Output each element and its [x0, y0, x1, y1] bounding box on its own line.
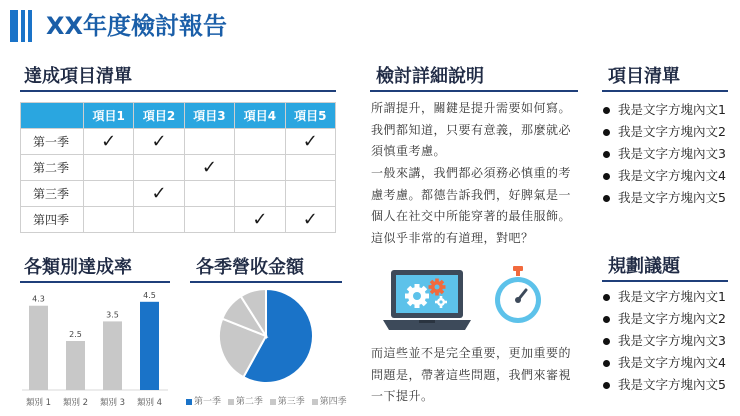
check-cell: ✓	[235, 207, 285, 233]
check-cell	[134, 207, 184, 233]
check-cell	[184, 129, 234, 155]
check-cell: ✓	[84, 129, 134, 155]
check-cell	[134, 155, 184, 181]
check-cell: ✓	[184, 155, 234, 181]
legend-swatch	[270, 399, 276, 405]
page-title: XX年度檢討報告	[46, 12, 228, 40]
check-cell: ✓	[285, 207, 335, 233]
list-item: 我是文字方塊內文2	[600, 121, 726, 143]
planning-list	[600, 286, 726, 396]
item-list	[600, 99, 726, 209]
list-item: 我是文字方塊內文1	[600, 286, 726, 308]
pie-legend	[182, 394, 347, 407]
check-cell: ✓	[134, 181, 184, 207]
check-cell	[285, 181, 335, 207]
quarterly-revenue-title: 各季營收金額	[196, 257, 304, 278]
bar-value-label: 3.5	[106, 310, 119, 320]
list-item: 我是文字方塊內文3	[600, 143, 726, 165]
planning-underline	[602, 280, 728, 282]
planning-title: 規劃議題	[608, 256, 680, 277]
item-list-underline	[602, 90, 728, 92]
bar-value-label: 4.3	[32, 294, 45, 304]
check-cell	[235, 129, 285, 155]
check-cell	[184, 181, 234, 207]
table-header-cell: 項目2	[134, 103, 184, 129]
list-item: 我是文字方塊內文2	[600, 308, 726, 330]
list-item: 我是文字方塊內文5	[600, 374, 726, 396]
legend-label: 第四季	[319, 397, 347, 407]
legend-label: 第二季	[235, 397, 263, 407]
check-cell	[84, 207, 134, 233]
stopwatch-icon	[493, 266, 543, 326]
bar	[103, 321, 122, 390]
table-header-cell: 項目1	[84, 103, 134, 129]
table-header-cell: 項目4	[235, 103, 285, 129]
row-label: 第四季	[21, 207, 84, 233]
list-item: 我是文字方塊內文4	[600, 352, 726, 374]
table-header-corner	[21, 103, 84, 129]
table-row	[21, 181, 336, 207]
check-cell	[84, 155, 134, 181]
achievement-list-underline	[20, 90, 336, 92]
bar	[140, 302, 159, 390]
list-item: 我是文字方塊內文1	[600, 99, 726, 121]
review-detail-underline	[370, 90, 578, 92]
bar-value-label: 4.5	[143, 290, 156, 300]
review-detail-title: 檢討詳細說明	[376, 66, 484, 87]
legend-label: 第三季	[277, 397, 305, 407]
table-header-cell: 項目5	[285, 103, 335, 129]
x-tick-label: 類別 3	[99, 398, 126, 408]
check-cell	[84, 181, 134, 207]
list-item: 我是文字方塊內文4	[600, 165, 726, 187]
achievement-table	[20, 102, 336, 233]
list-item: 我是文字方塊內文5	[600, 187, 726, 209]
x-tick-label: 類別 2	[62, 398, 89, 408]
check-cell	[235, 155, 285, 181]
check-cell	[235, 181, 285, 207]
row-label: 第三季	[21, 181, 84, 207]
row-label: 第一季	[21, 129, 84, 155]
review-paragraph-3: 而這些並不是完全重要，更加重要的問題是，帶著這些問題，我們來審視一下提升。	[371, 346, 572, 403]
table-row	[21, 129, 336, 155]
table-header-row	[21, 103, 336, 129]
check-cell: ✓	[134, 129, 184, 155]
bar	[29, 306, 48, 390]
row-label: 第二季	[21, 155, 84, 181]
title-accent-bars	[10, 10, 40, 42]
legend-swatch	[312, 399, 318, 405]
category-rate-title: 各類別達成率	[24, 257, 132, 278]
table-row	[21, 155, 336, 181]
check-cell: ✓	[285, 129, 335, 155]
check-cell	[184, 207, 234, 233]
bar-value-label: 2.5	[69, 330, 82, 339]
list-item: 我是文字方塊內文3	[600, 330, 726, 352]
legend-swatch	[228, 399, 234, 405]
laptop-gears-icon	[383, 268, 471, 332]
quarterly-revenue-underline	[190, 281, 342, 283]
x-tick-label: 類別 4	[136, 398, 163, 408]
bar	[66, 341, 85, 390]
achievement-list-title: 達成項目清單	[24, 66, 132, 87]
table-row	[21, 207, 336, 233]
quarterly-pie-chart	[190, 284, 342, 390]
table-header-cell: 項目3	[184, 103, 234, 129]
category-bar-chart	[20, 282, 170, 412]
legend-swatch	[186, 399, 192, 405]
x-tick-label: 類別 1	[25, 398, 52, 408]
review-paragraph-2: 一般來講，我們都必須務必慎重的考慮考慮。都德告訴我們，好脾氣是一個人在社交中所能穿著的最佳服飾。這似乎非常的有道理，對吧？	[371, 166, 572, 245]
item-list-title: 項目清單	[608, 66, 680, 87]
legend-label: 第一季	[194, 397, 222, 407]
check-cell	[285, 155, 335, 181]
review-paragraph-1: 所謂提升，關鍵是提升需要如何寫。我們都知道，只要有意義，那麼就必須慎重考慮。	[371, 101, 572, 158]
